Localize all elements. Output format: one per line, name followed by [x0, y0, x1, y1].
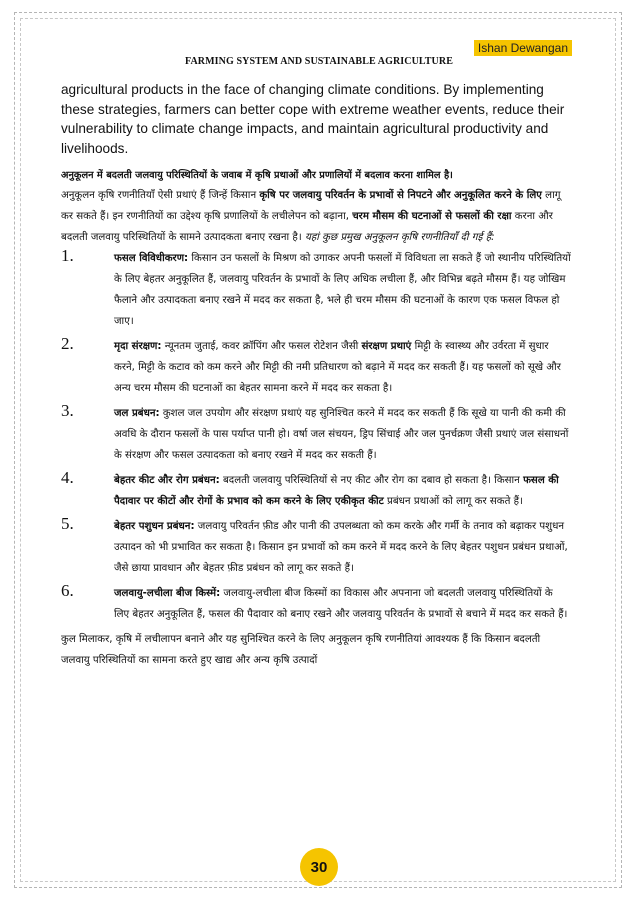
strategy-item: [61, 470, 571, 512]
item-body-text: जलवायु परिवर्तन फ़ीड और पानी की उपलब्धता को कम करके और गर्मी के तनाव को बढ़ाकर पशुधन उत्पादन को भी प्रभावित कर सकता है। किसान इन प्रभावों को कम करने में मदद करने के लिए बेहतर पशुधन प्रबंधन प्रथाओं, जैसे छाया प्रावधान और बेहतर फ़ीड प्रबंधन को लागू कर सकते हैं।: [114, 521, 568, 574]
item-text: [114, 516, 571, 579]
item-body-text: मिट्टी के स्वास्थ्य और उर्वरता में सुधार करने, मिट्टी के कटाव को कम करने और मिट्टी की नमी प्रतिधारण को बढ़ाने में मदद कर सकती हैं। यह फसलों को सूखे और अन्य चरम मौसम की घटनाओं का बेहतर सामना करने में मदद कर सकता है।: [114, 341, 561, 394]
item-body-text: प्रबंधन प्रथाओं को लागू कर सकते हैं।: [383, 496, 523, 507]
item-title: मृदा संरक्षण:: [114, 341, 162, 352]
intro-bold-2: चरम मौसम की घटनाओं से फसलों की रक्षा: [352, 211, 512, 222]
intro-italic: यहां कुछ प्रमुख अनुकूलन कृषि रणनीतियाँ दी गई हैं:: [304, 232, 495, 243]
strategy-item: [61, 336, 571, 399]
closing-paragraph: कुल मिलाकर, कृषि में लचीलापन बनाने और यह सुनिश्चित करने के लिए अनुकूलन कृषि रणनीतियां आवश्यक हैं कि किसान बदलती जलवायु परिस्थितियों का सामना करते हुए खाद्य और अन्य कृषि उत्पादों: [61, 634, 541, 666]
intro-text-1: अनुकूलन कृषि रणनीतियाँ ऐसी प्रथाएं हैं जिन्हें किसान: [61, 190, 260, 201]
section-heading: अनुकूलन में बदलती जलवायु परिस्थितियों के जवाब में कृषि प्रथाओं और प्रणालियों में बदलाव करना शामिल है।: [61, 170, 453, 181]
item-body-text: बदलती जलवायु परिस्थितियों से नए कीट और रोग का दबाव हो सकता है। किसान: [219, 475, 524, 486]
item-title: बेहतर पशुधन प्रबंधन:: [114, 521, 195, 532]
intro-text-2: लागू कर सकते हैं। इन रणनीतियों का उद्देश्य कृषि प्रणालियों के लचीलेपन को बढ़ाना,: [61, 190, 561, 222]
item-text: [114, 336, 571, 399]
item-number: 5.: [61, 514, 74, 533]
page-number: 30: [300, 848, 338, 886]
item-number: 6.: [61, 581, 74, 600]
strategy-list: [61, 248, 571, 625]
item-number: 4.: [61, 468, 74, 487]
item-title: जल प्रबंधन:: [114, 408, 160, 419]
page-content: [61, 80, 571, 671]
item-bold-text: संरक्षण प्रथाएं: [361, 341, 412, 352]
item-title: बेहतर कीट और रोग प्रबंधन:: [114, 475, 220, 486]
intro-bold-1: कृषि पर जलवायु परिवर्तन के प्रभावों से निपटने और अनुकूलित करने के लिए: [259, 190, 542, 201]
strategy-item: [61, 583, 571, 625]
item-body-text: जलवायु-लचीला बीज किस्मों का विकास और अपनाना जो बदलती जलवायु परिस्थितियों के लिए बेहतर अनुकूलित हैं, फसल की पैदावार को बनाए रखने और जलवायु परिवर्तन के प्रभावों से बचाने में मदद कर सकते हैं।: [114, 588, 568, 620]
item-number: 1.: [61, 246, 74, 265]
item-number: 3.: [61, 401, 74, 420]
intro-paragraph-en: agricultural products in the face of changing climate conditions. By implementing these strategies, farmers can better cope with extreme weather events, reduce their vulnerability to climate change impacts, and maintain agricultural productivity and livelihoods.: [61, 82, 565, 156]
item-body-text: किसान उन फसलों के मिश्रण को उगाकर अपनी फसलों में विविधता ला सकते हैं जो स्थानीय परिस्थितियों के लिए बेहतर अनुकूलित हैं, जलवायु परिवर्तन के प्रभावों के लिए अधिक लचीला हैं, और विभिन्न बढ़ते मौसम हैं। यह जोखिम फैलाने और उत्पादकता बनाए रखने में मदद कर सकता है, भले ही चरम मौसम की घटनाओं के कारण एक फसल विफल हो जाए।: [114, 253, 571, 327]
strategy-item: [61, 248, 571, 332]
item-body-text: कुशल जल उपयोग और संरक्षण प्रथाएं यह सुनिश्चित करने में मदद कर सकती हैं कि सूखे या पानी की कमी की अवधि के दौरान फसलों के पास पर्याप्त पानी हो। वर्षा जल संचयन, ड्रिप सिंचाई और जल पुनर्चक्रण जैसी प्रथाएं जल संसाधनों के संरक्षण और फसल उत्पादकता को बनाए रखने में मदद कर सकती हैं।: [114, 408, 569, 461]
item-text: [114, 470, 571, 512]
item-text: [114, 248, 571, 332]
strategy-item: [61, 516, 571, 579]
item-text: [114, 583, 571, 625]
item-body-text: न्यूनतम जुताई, कवर क्रॉपिंग और फसल रोटेशन जैसी: [161, 341, 362, 352]
running-title: FARMING SYSTEM AND SUSTAINABLE AGRICULTURE: [185, 56, 453, 67]
author-tag: Ishan Dewangan: [474, 40, 572, 56]
item-number: 2.: [61, 334, 74, 353]
item-title: जलवायु-लचीला बीज किस्में:: [114, 588, 221, 599]
intro-text-3: करना और बदलती जलवायु परिस्थितियों के सामने उत्पादकता बनाए रखना है।: [61, 211, 553, 243]
item-text: [114, 403, 571, 466]
item-bold-text: फसल की पैदावार पर कीटों और रोगों के प्रभाव को कम करने के लिए एकीकृत कीट: [114, 475, 559, 507]
strategy-item: [61, 403, 571, 466]
section-intro-paragraph: [61, 185, 571, 248]
item-title: फसल विविधीकरण:: [114, 253, 189, 264]
